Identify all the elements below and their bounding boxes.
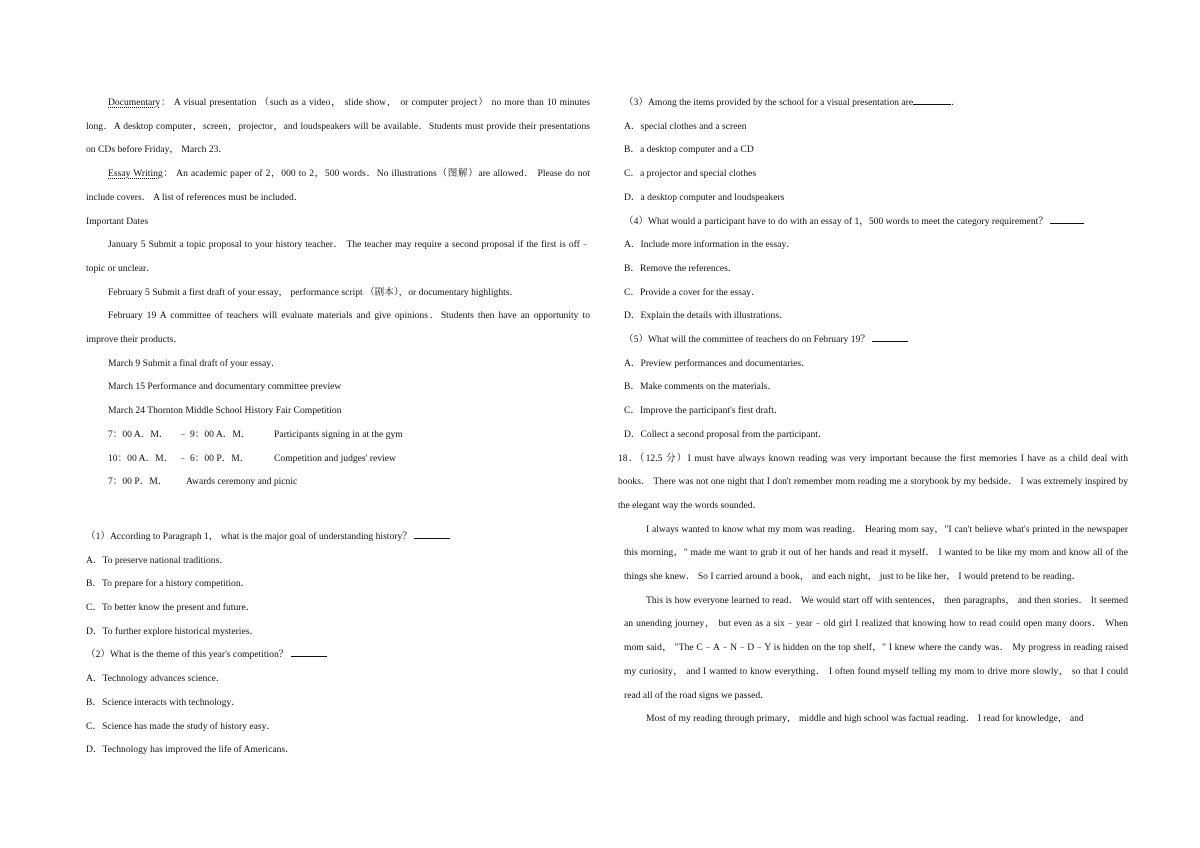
question-1-stem: （1）According to Paragraph 1， what is the major goal of understanding history？ [86,525,590,549]
essay-paragraph [86,162,590,209]
schedule-event: Competition and judges' review [274,452,396,464]
documentary-label: Documentary [108,97,161,108]
answer-blank [913,95,951,105]
option: A．Include more information in the essay． [624,239,796,251]
option: A．special clothes and a screen [624,120,747,132]
option: D．Explain the details with illustrations． [624,310,789,322]
option: B．a desktop computer and a CD [624,144,754,156]
option: D．Collect a second proposal from the participant． [624,428,828,440]
essay-label: Essay Writing [108,168,163,180]
option: C．Provide a cover for the essay． [624,286,761,298]
passage-paragraph: I always wanted to know what my mom was reading． Hearing mom say，"I can't believe what's printed in the newspaper this morning，" made me want to grab it out of her hands and read it myself． I wanted to be like my mom and know all of the things she knew． So I carried around a book， and each night， just to be like her， I would pretend to be reading． [624,523,1128,583]
option: C．Improve the participant's first draft． [624,405,784,417]
schedule-end: ﹣ 9：00 A．M． [178,428,251,440]
answer-blank [1050,214,1084,224]
option: A．To preserve national traditions． [86,554,229,566]
schedule-start: 7：00 A．M． [108,428,169,440]
answer-blank [291,647,327,657]
option: B．Make comments on the materials． [624,381,777,393]
answer-blank [872,332,908,342]
date-entry: January 5 Submit a topic proposal to your history teacher． The teacher may require a second proposal if the first is off﹣topic or unclear． [86,239,590,274]
question-18-intro: 18．（12.5 分）I must have always known reading was very important because the first memories I have as a child deal with books． There was not one night that I don't remember mom reading me a storybook by my bedside． I was extremely inspired by the elegant way the words sounded． [618,452,1128,511]
important-dates-heading: Important Dates [86,215,149,227]
option: D．a desktop computer and loudspeakers [624,191,785,203]
documentary-paragraph [86,91,590,162]
option: D．Technology has improved the life of Americans． [86,744,295,756]
schedule-row [86,423,590,447]
option: A．Preview performances and documentaries． [624,357,811,369]
passage-paragraph: This is how everyone learned to read． We would start off with sentences， then paragraphs， and then stories． It seemed an unending journey， but even as a six﹣year﹣old girl I realized that knowing how to read could open many doors． When mom said， "The C﹣A﹣N﹣D﹣Y is hidden on the top shelf，" I knew where the candy was． My progress in reading raised my curiosity， and I wanted to know everything． I often found myself telling my mom to drive more slowly， so that I could read all of the road signs we passed． [624,594,1128,701]
option: C．To better know the present and future． [86,602,256,614]
schedule-event: Awards ceremony and picnic [186,476,298,488]
option: C．Science has made the study of history easy． [86,720,276,732]
option: B．Science interacts with technology． [86,696,241,708]
spacer [86,494,590,525]
option: A．Technology advances science． [86,673,226,685]
question-3-stem: （3）Among the items provided by the school for a visual presentation are ． [624,97,961,108]
answer-blank [414,529,450,539]
essay-text: ： An academic paper of 2，000 to 2，500 words．No illustrations（图解）are allowed． Please do not include covers． A list of references must be included． [86,168,590,203]
date-entry: March 24 Thornton Middle School History Fair Competition [108,405,342,417]
question-2-stem: （2）What is the theme of this year's competition？ [86,643,590,667]
schedule-row [86,470,590,494]
option: C．a projector and special clothes [624,168,757,180]
option: B．Remove the references． [624,262,738,274]
schedule-start: 7：00 P．M． [108,476,168,488]
option: D．To further explore historical mysteries． [86,625,260,637]
question-4-stem: （4）What would a participant have to do with an essay of 1，500 words to meet the category requirement？ [624,210,1128,234]
option: B．To prepare for a history competition． [86,578,251,590]
schedule-start: 10：00 A．M． [108,452,174,464]
documentary-text: ： A visual presentation （such as a video， slide show， or computer project） no more than 10 minutes long．A desktop computer，screen，projector，and loudspeakers will be available．Students must provide their presentations on CDs before Friday， March 23． [86,97,590,156]
passage-paragraph: Most of my reading through primary， middle and high school was factual reading． I read for knowledge， and [646,713,1084,725]
schedule-event: Participants signing in at the gym [274,428,403,440]
question-5-stem: （5）What will the committee of teachers do on February 19？ [624,328,1128,352]
date-entry: March 15 Performance and documentary committee preview [108,381,342,393]
right-column [618,91,1128,731]
date-entry: March 9 Submit a final draft of your essay． [108,357,281,369]
date-entry: February 19 A committee of teachers will evaluate materials and give opinions．Students then have an opportunity to improve their products． [86,310,590,346]
schedule-row [86,447,590,471]
date-entry: February 5 Submit a first draft of your essay， performance script （剧本），or documentary highlights． [108,286,520,298]
left-column [86,91,590,762]
schedule-end: ﹣ 6：00 P．M． [178,452,250,464]
